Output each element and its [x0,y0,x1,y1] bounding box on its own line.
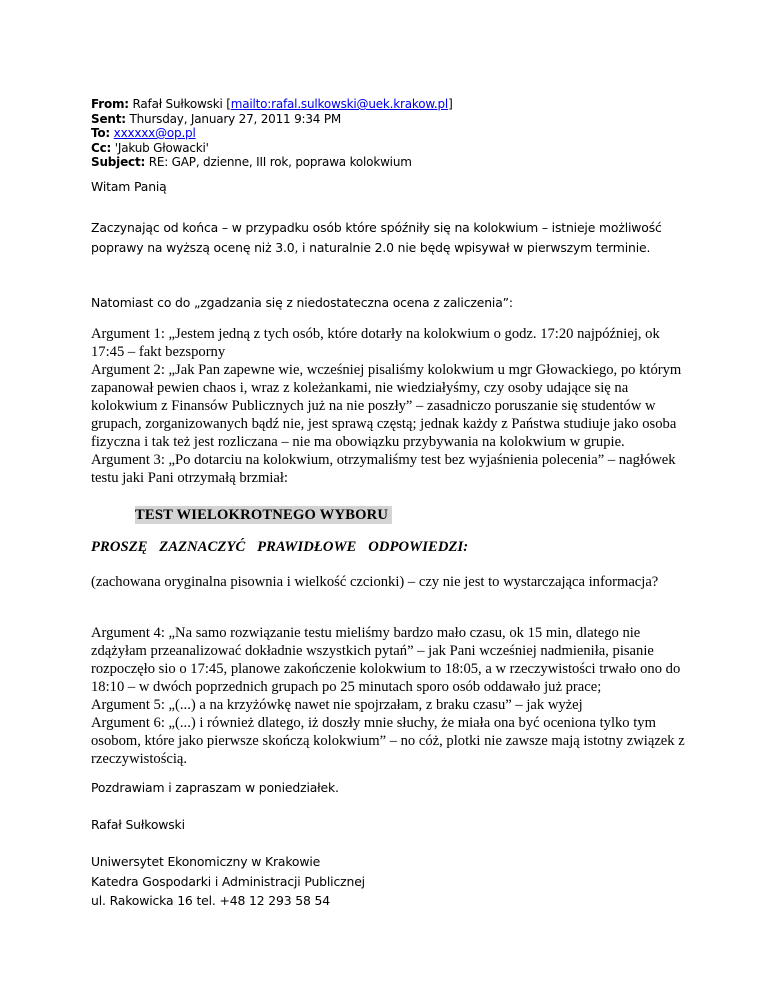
from-label: From: [91,97,129,111]
test-instruction: PROSZĘ ZAZNACZYĆ PRAWIDŁOWE ODPOWIEDZI: [91,539,469,555]
from-close: ] [448,97,453,111]
subject-value: RE: GAP, dzienne, III rok, poprawa kolokwium [148,155,412,169]
signature-line-1: Uniwersytet Ekonomiczny w Krakowie [91,854,321,869]
from-line [91,97,691,112]
sent-line [91,112,691,127]
paragraph-1: Zaczynając od końca – w przypadku osób które spóźniły się na kolokwium – istnieje możliwość poprawy na wyższą ocenę niż 3.0, i naturalnie 2.0 nie będę wpisywał w pierwszym terminie. [91,220,662,255]
from-mailto-link[interactable]: mailto:rafal.sulkowski@uek.krakow.pl [230,97,449,111]
sent-value: Thursday, January 27, 2011 9:34 PM [129,111,342,126]
cc-line [91,141,691,156]
email-header [91,97,691,170]
to-label: To: [91,126,111,140]
signature-name: Rafał Sułkowski [91,817,185,832]
paragraph-original-spelling: (zachowana oryginalna pisownia i wielkość czcionki) – czy nie jest to wystarczająca informacja? [91,574,659,590]
cc-label: Cc: [91,140,112,155]
subject-line [91,155,691,170]
closing: Pozdrawiam i zapraszam w poniedziałek. [91,780,339,795]
from-name: Rafał Sułkowski [ [132,97,231,111]
subject-label: Subject: [91,155,146,169]
arguments-4-6: Argument 4: „Na samo rozwiązanie testu mieliśmy bardzo mało czasu, ok 15 min, dlatego nie zdążyłam przeanalizować dokładnie wszystkich pytań” – jak Pani wcześniej nadmieniła, pisanie rozpoczęło sio o 17:45, planowe zakończenie kolokwium to 18:05, a w rzeczywistości trwało ono do 18:10 – w dwóch poprzednich grupach po 25 minutach sporo osób oddawało już prace; Argument 5: „(...) a na krzyżówkę nawet nie spojrzałam, z braku czasu” – jak wyżej Argument 6: „(...) i również dlatego, iż doszły mnie słuchy, że miała ona być oceniona tylko tym osobom, które jako pierwsze skończą kolokwium” – no cóż, plotki nie zawsze mają istotny związek z rzeczywistością. [91,625,685,767]
greeting: Witam Panią [91,179,167,194]
paragraph-2: Natomiast co do „zgadzania się z niedostateczna ocena z zaliczenia”: [91,295,513,310]
signature-line-3: ul. Rakowicka 16 tel. +48 12 293 58 54 [91,893,330,908]
sent-label: Sent: [91,111,126,126]
signature-line-2: Katedra Gospodarki i Administracji Publicznej [91,873,365,889]
to-line [91,126,691,141]
email-document [91,97,691,908]
signature-block [91,852,691,911]
to-email-link[interactable]: xxxxxx@op.pl [113,126,196,140]
test-title: TEST WIELOKROTNEGO WYBORU [135,506,392,524]
arguments-1-3: Argument 1: „Jestem jedną z tych osób, które dotarły na kolokwium o godz. 17:20 najpóźniej, ok 17:45 – fakt bezsporny Argument 2: „Jak Pan zapewne wie, wcześniej pisaliśmy kolokwium u mgr Głowackiego, po którym zapanował pewien chaos i, wraz z koleżankami, nie wiedziałyśmy, czy osoby udające się na kolokwium z Finansów Publicznych już na nie poszły” – zasadniczo poruszanie się studentów w grupach, zorganizowanych bądź nie, jest sprawą częstą; jednak każdy z Państwa studiuje jako osoba fizyczna i tak też jest rozliczana – nie ma obowiązku przybywania na kolokwium w grupie. Argument 3: „Po dotarciu na kolokwium, otrzymaliśmy test bez wyjaśnienia polecenia” – nagłówek testu jaki Pani otrzymałą brzmiał: [91,326,682,486]
cc-value: 'Jakub Głowacki' [114,140,209,155]
